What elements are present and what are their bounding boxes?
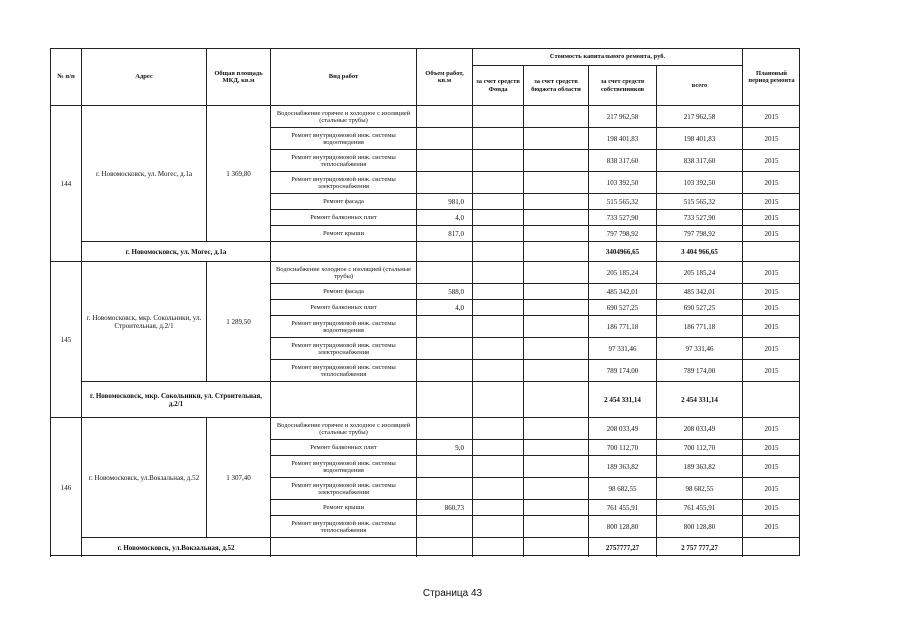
fund-amount bbox=[472, 127, 523, 149]
plan-period: 2015 bbox=[742, 193, 800, 209]
region-amount bbox=[523, 315, 588, 337]
total-amount: 186 771,18 bbox=[656, 315, 742, 337]
work-volume bbox=[416, 337, 472, 359]
plan-period: 2015 bbox=[742, 209, 800, 225]
repair-table bbox=[50, 48, 800, 556]
subtotal-own: 2 454 331,14 bbox=[588, 381, 656, 417]
region-amount bbox=[523, 455, 588, 477]
plan-period: 2015 bbox=[742, 261, 800, 283]
region-amount bbox=[523, 193, 588, 209]
plan-period: 2015 bbox=[742, 499, 800, 515]
total-amount: 205 185,24 bbox=[656, 261, 742, 283]
plan-period: 2015 bbox=[742, 171, 800, 193]
work-volume bbox=[416, 417, 472, 439]
group-area: 1 369,80 bbox=[206, 105, 270, 241]
total-amount: 838 317,60 bbox=[656, 149, 742, 171]
work-volume: 981,0 bbox=[416, 193, 472, 209]
group-num: 146 bbox=[50, 417, 81, 557]
total-amount: 98 682,55 bbox=[656, 477, 742, 499]
own-amount: 198 401,83 bbox=[588, 127, 656, 149]
own-amount: 186 771,18 bbox=[588, 315, 656, 337]
subtotal-region bbox=[523, 381, 588, 417]
region-amount bbox=[523, 439, 588, 455]
subtotal-address: г. Новомосковск, ул.Вокзальная, д.52 bbox=[81, 537, 270, 557]
plan-period: 2015 bbox=[742, 337, 800, 359]
region-amount bbox=[523, 225, 588, 241]
work-type: Ремонт балконных плит bbox=[270, 299, 416, 315]
region-amount bbox=[523, 127, 588, 149]
region-amount bbox=[523, 149, 588, 171]
own-amount: 733 527,90 bbox=[588, 209, 656, 225]
subtotal-region bbox=[523, 537, 588, 557]
plan-period: 2015 bbox=[742, 105, 800, 127]
header-own: за счет средств собственников bbox=[588, 65, 656, 105]
total-amount: 97 331,46 bbox=[656, 337, 742, 359]
work-volume: 9,0 bbox=[416, 439, 472, 455]
subtotal-total: 2 454 331,14 bbox=[656, 381, 742, 417]
own-amount: 838 317,60 bbox=[588, 149, 656, 171]
page-number: Страница 43 bbox=[422, 588, 483, 599]
work-type: Водоснабжение холодное с изоляцией (стальные трубы) bbox=[270, 261, 416, 283]
header-area: Общая площадь МКД, кв.м bbox=[206, 48, 270, 105]
subtotal-own: 2757777,27 bbox=[588, 537, 656, 557]
region-amount bbox=[523, 337, 588, 359]
group-address: г. Новомосковск, ул. Могес, д.1а bbox=[81, 105, 206, 241]
group-area: 1 289,50 bbox=[206, 261, 270, 381]
subtotal-period bbox=[742, 381, 800, 417]
group-num: 144 bbox=[50, 105, 81, 261]
total-amount: 217 962,58 bbox=[656, 105, 742, 127]
work-volume bbox=[416, 171, 472, 193]
plan-period: 2015 bbox=[742, 149, 800, 171]
work-volume bbox=[416, 149, 472, 171]
fund-amount bbox=[472, 149, 523, 171]
subtotal-volume bbox=[416, 381, 472, 417]
work-type: Ремонт внутридомовой инж. системы электроснабжения bbox=[270, 171, 416, 193]
own-amount: 485 342,01 bbox=[588, 283, 656, 299]
plan-period: 2015 bbox=[742, 515, 800, 537]
work-volume: 4,0 bbox=[416, 209, 472, 225]
fund-amount bbox=[472, 515, 523, 537]
total-amount: 690 527,25 bbox=[656, 299, 742, 315]
header-fund: за счет средств Фонда bbox=[472, 65, 523, 105]
subtotal-fund bbox=[472, 381, 523, 417]
subtotal-own: 3404966,65 bbox=[588, 241, 656, 261]
work-type: Ремонт внутридомовой инж. системы теплоснабжения bbox=[270, 515, 416, 537]
work-type: Водоснабжение горячее и холодное с изоляцией (стальные трубы) bbox=[270, 417, 416, 439]
own-amount: 797 798,92 bbox=[588, 225, 656, 241]
subtotal-work bbox=[270, 381, 416, 417]
plan-period: 2015 bbox=[742, 417, 800, 439]
total-amount: 700 112,70 bbox=[656, 439, 742, 455]
own-amount: 700 112,70 bbox=[588, 439, 656, 455]
own-amount: 761 455,91 bbox=[588, 499, 656, 515]
work-type: Ремонт фасада bbox=[270, 283, 416, 299]
header-cost-group: Стоимость капитального ремонта, руб. bbox=[472, 48, 742, 65]
region-amount bbox=[523, 359, 588, 381]
header-work: Вид работ bbox=[270, 48, 416, 105]
subtotal-total: 3 404 966,65 bbox=[656, 241, 742, 261]
region-amount bbox=[523, 417, 588, 439]
work-type: Ремонт фасада bbox=[270, 193, 416, 209]
fund-amount bbox=[472, 417, 523, 439]
subtotal-volume bbox=[416, 537, 472, 557]
fund-amount bbox=[472, 299, 523, 315]
header-num: № п/п bbox=[50, 48, 81, 105]
fund-amount bbox=[472, 283, 523, 299]
fund-amount bbox=[472, 315, 523, 337]
plan-period: 2015 bbox=[742, 439, 800, 455]
work-volume: 817,0 bbox=[416, 225, 472, 241]
subtotal-region bbox=[523, 241, 588, 261]
header-volume: Объем работ, кв.м bbox=[416, 48, 472, 105]
region-amount bbox=[523, 209, 588, 225]
total-amount: 789 174,00 bbox=[656, 359, 742, 381]
subtotal-address: г. Новомосковск, мкр. Сокольники, ул. Строительная, д.2/1 bbox=[81, 381, 270, 417]
work-type: Ремонт балконных плит bbox=[270, 209, 416, 225]
work-type: Ремонт внутридомовой инж. системы водоотведения bbox=[270, 455, 416, 477]
own-amount: 98 682,55 bbox=[588, 477, 656, 499]
subtotal-volume bbox=[416, 241, 472, 261]
header-total: всего bbox=[656, 65, 742, 105]
subtotal-period bbox=[742, 241, 800, 261]
work-type: Ремонт внутридомовой инж. системы теплоснабжения bbox=[270, 359, 416, 381]
work-volume bbox=[416, 515, 472, 537]
header-address: Адрес bbox=[81, 48, 206, 105]
fund-amount bbox=[472, 337, 523, 359]
subtotal-period bbox=[742, 537, 800, 557]
fund-amount bbox=[472, 209, 523, 225]
own-amount: 103 392,50 bbox=[588, 171, 656, 193]
work-volume bbox=[416, 261, 472, 283]
work-type: Ремонт внутридомовой инж. системы теплоснабжения bbox=[270, 149, 416, 171]
work-volume bbox=[416, 455, 472, 477]
group-address: г. Новомосковск, ул.Вокзальная, д.52 bbox=[81, 417, 206, 537]
own-amount: 189 363,82 bbox=[588, 455, 656, 477]
region-amount bbox=[523, 477, 588, 499]
fund-amount bbox=[472, 105, 523, 127]
plan-period: 2015 bbox=[742, 315, 800, 337]
plan-period: 2015 bbox=[742, 455, 800, 477]
own-amount: 690 527,25 bbox=[588, 299, 656, 315]
subtotal-address: г. Новомосковск, ул. Могес, д.1а bbox=[81, 241, 270, 261]
group-area: 1 307,40 bbox=[206, 417, 270, 537]
own-amount: 515 565,32 bbox=[588, 193, 656, 209]
fund-amount bbox=[472, 499, 523, 515]
total-amount: 208 033,49 bbox=[656, 417, 742, 439]
fund-amount bbox=[472, 225, 523, 241]
region-amount bbox=[523, 105, 588, 127]
work-volume bbox=[416, 477, 472, 499]
total-amount: 485 342,01 bbox=[656, 283, 742, 299]
work-type: Водоснабжение горячее и холодное с изоляцией (стальные трубы) bbox=[270, 105, 416, 127]
own-amount: 217 962,58 bbox=[588, 105, 656, 127]
group-num: 145 bbox=[50, 261, 81, 417]
region-amount bbox=[523, 515, 588, 537]
subtotal-work bbox=[270, 241, 416, 261]
work-type: Ремонт балконных плит bbox=[270, 439, 416, 455]
work-volume: 860,73 bbox=[416, 499, 472, 515]
work-type: Ремонт внутридомовой инж. системы электроснабжения bbox=[270, 337, 416, 359]
region-amount bbox=[523, 171, 588, 193]
total-amount: 515 565,32 bbox=[656, 193, 742, 209]
work-volume bbox=[416, 127, 472, 149]
plan-period: 2015 bbox=[742, 299, 800, 315]
work-type: Ремонт внутридомовой инж. системы электроснабжения bbox=[270, 477, 416, 499]
fund-amount bbox=[472, 193, 523, 209]
fund-amount bbox=[472, 261, 523, 283]
work-volume bbox=[416, 359, 472, 381]
own-amount: 800 128,80 bbox=[588, 515, 656, 537]
plan-period: 2015 bbox=[742, 283, 800, 299]
region-amount bbox=[523, 261, 588, 283]
work-type: Ремонт внутридомовой инж. системы водоотведения bbox=[270, 127, 416, 149]
region-amount bbox=[523, 299, 588, 315]
subtotal-total: 2 757 777,27 bbox=[656, 537, 742, 557]
plan-period: 2015 bbox=[742, 359, 800, 381]
total-amount: 797 798,92 bbox=[656, 225, 742, 241]
fund-amount bbox=[472, 359, 523, 381]
own-amount: 97 331,46 bbox=[588, 337, 656, 359]
total-amount: 103 392,50 bbox=[656, 171, 742, 193]
total-amount: 800 128,80 bbox=[656, 515, 742, 537]
group-address: г. Новомосковск, мкр. Сокольники, ул. Строительная, д.2/1 bbox=[81, 261, 206, 381]
own-amount: 205 185,24 bbox=[588, 261, 656, 283]
total-amount: 198 401,83 bbox=[656, 127, 742, 149]
fund-amount bbox=[472, 171, 523, 193]
subtotal-work bbox=[270, 537, 416, 557]
work-type: Ремонт крыши bbox=[270, 499, 416, 515]
fund-amount bbox=[472, 439, 523, 455]
total-amount: 761 455,91 bbox=[656, 499, 742, 515]
work-volume bbox=[416, 105, 472, 127]
subtotal-fund bbox=[472, 241, 523, 261]
work-volume: 588,0 bbox=[416, 283, 472, 299]
subtotal-fund bbox=[472, 537, 523, 557]
plan-period: 2015 bbox=[742, 225, 800, 241]
header-period: Плановый период ремонта bbox=[742, 48, 800, 105]
region-amount bbox=[523, 283, 588, 299]
plan-period: 2015 bbox=[742, 477, 800, 499]
work-type: Ремонт внутридомовой инж. системы водоотведения bbox=[270, 315, 416, 337]
total-amount: 733 527,90 bbox=[656, 209, 742, 225]
work-volume: 4,0 bbox=[416, 299, 472, 315]
region-amount bbox=[523, 499, 588, 515]
fund-amount bbox=[472, 455, 523, 477]
own-amount: 789 174,00 bbox=[588, 359, 656, 381]
plan-period: 2015 bbox=[742, 127, 800, 149]
own-amount: 208 033,49 bbox=[588, 417, 656, 439]
work-type: Ремонт крыши bbox=[270, 225, 416, 241]
total-amount: 189 363,82 bbox=[656, 455, 742, 477]
work-volume bbox=[416, 315, 472, 337]
fund-amount bbox=[472, 477, 523, 499]
header-region: за счет средств бюджета области bbox=[523, 65, 588, 105]
